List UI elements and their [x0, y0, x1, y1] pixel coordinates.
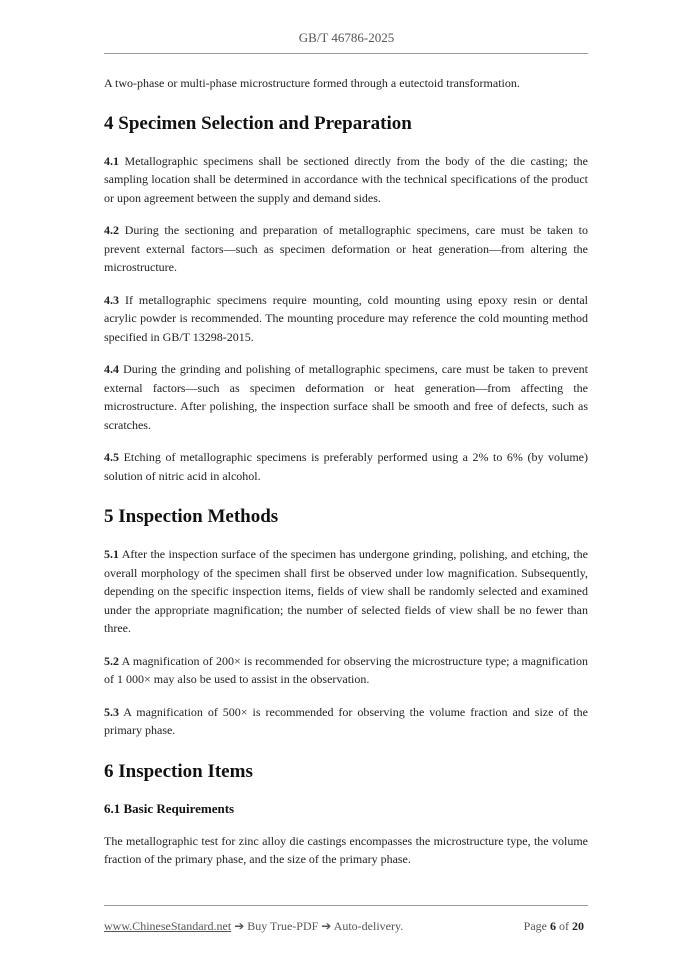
- clause-text: During the grinding and polishing of metallographic specimens, care must be taken to prevent external factors—such as specimen deformation or heat generation—from affecting the microstructure. After polishing, the inspection surface shall be smooth and free of defects, such as scratches.: [104, 362, 589, 432]
- clause-5-1: [104, 545, 588, 638]
- current-page-number: 6: [550, 919, 556, 933]
- footer-promo: [104, 919, 403, 934]
- clause-number: 4.3: [104, 292, 119, 307]
- intro-paragraph: A two-phase or multi-phase microstructure formed through a eutectoid transformation.: [104, 76, 520, 90]
- clause-number: 4.4: [104, 362, 119, 376]
- clause-number: 4.2: [104, 223, 119, 237]
- clause-number: 5.3: [104, 704, 119, 719]
- section-4-heading: 4 Specimen Selection and Preparation: [104, 112, 412, 134]
- clause-number: 5.1: [104, 547, 119, 561]
- page-label: Page: [523, 919, 547, 933]
- clause-text: A magnification of 200× is recommended for observing the microstructure type; a magnification of 1 000× may also be used to assist in the observation.: [104, 653, 588, 686]
- clause-text: After the inspection surface of the specimen has undergone grinding, polishing, and etching, the overall morphology of the specimen shall first be observed under low magnification. Subsequently, depending on the specific inspection items, fields of view shall be randomly selected and examined under the appropriate magnification; the number of selected fields of view shall be no fewer than three.: [104, 547, 588, 635]
- document-code-header: GB/T 46786-2025: [298, 30, 395, 45]
- clause-5-3: [104, 703, 588, 740]
- clause-number: 5.2: [104, 653, 119, 668]
- page-content: [104, 74, 588, 869]
- clause-text: Metallographic specimens shall be sectioned directly from the body of the die casting; the sampling location shall be determined in accordance with the technical specifications of the product or upon agreement between the supply and demand sides.: [104, 153, 588, 205]
- clause-5-2: [104, 652, 588, 689]
- header-divider: [104, 53, 588, 54]
- clause-number: 4.1: [104, 153, 119, 168]
- clause-4-5: [104, 448, 588, 485]
- subsection-6-1-heading: 6.1 Basic Requirements: [104, 800, 235, 816]
- site-link[interactable]: www.ChineseStandard.net: [104, 919, 232, 933]
- clause-text: Etching of metallographic specimens is preferably performed using a 2% to 6% (by volume) solution of nitric acid in alcohol.: [104, 450, 589, 483]
- clause-number: 4.5: [104, 450, 119, 464]
- page-indicator: [524, 919, 584, 934]
- clause-text: If metallographic specimens require mounting, cold mounting using epoxy resin or dental acrylic powder is recommended. The mounting procedure may reference the cold mounting method specified in GB/T 13298-2015.: [104, 292, 588, 344]
- clause-4-3: [104, 291, 588, 347]
- section-5-heading: 5 Inspection Methods: [104, 506, 279, 527]
- clause-4-2: [104, 221, 588, 277]
- clause-text: During the sectioning and preparation of metallographic specimens, care must be taken to prevent external factors—such as specimen deformation or heat generation—from altering the microstructure.: [104, 223, 588, 274]
- section-6-heading: 6 Inspection Items: [104, 760, 253, 782]
- of-label: of: [559, 919, 569, 933]
- clause-4-1: [104, 152, 588, 208]
- footer-tagline: ➔ Buy True-PDF ➔ Auto-delivery.: [231, 919, 404, 933]
- subsection-6-1-text: The metallographic test for zinc alloy die castings encompasses the microstructure type, the volume fraction of the primary phase, and the size of the primary phase.: [104, 833, 588, 866]
- clause-text: A magnification of 500× is recommended for observing the volume fraction and size of the primary phase.: [104, 704, 588, 737]
- footer-divider: [104, 905, 588, 906]
- total-page-number: 20: [572, 919, 584, 933]
- clause-4-4: [104, 360, 588, 434]
